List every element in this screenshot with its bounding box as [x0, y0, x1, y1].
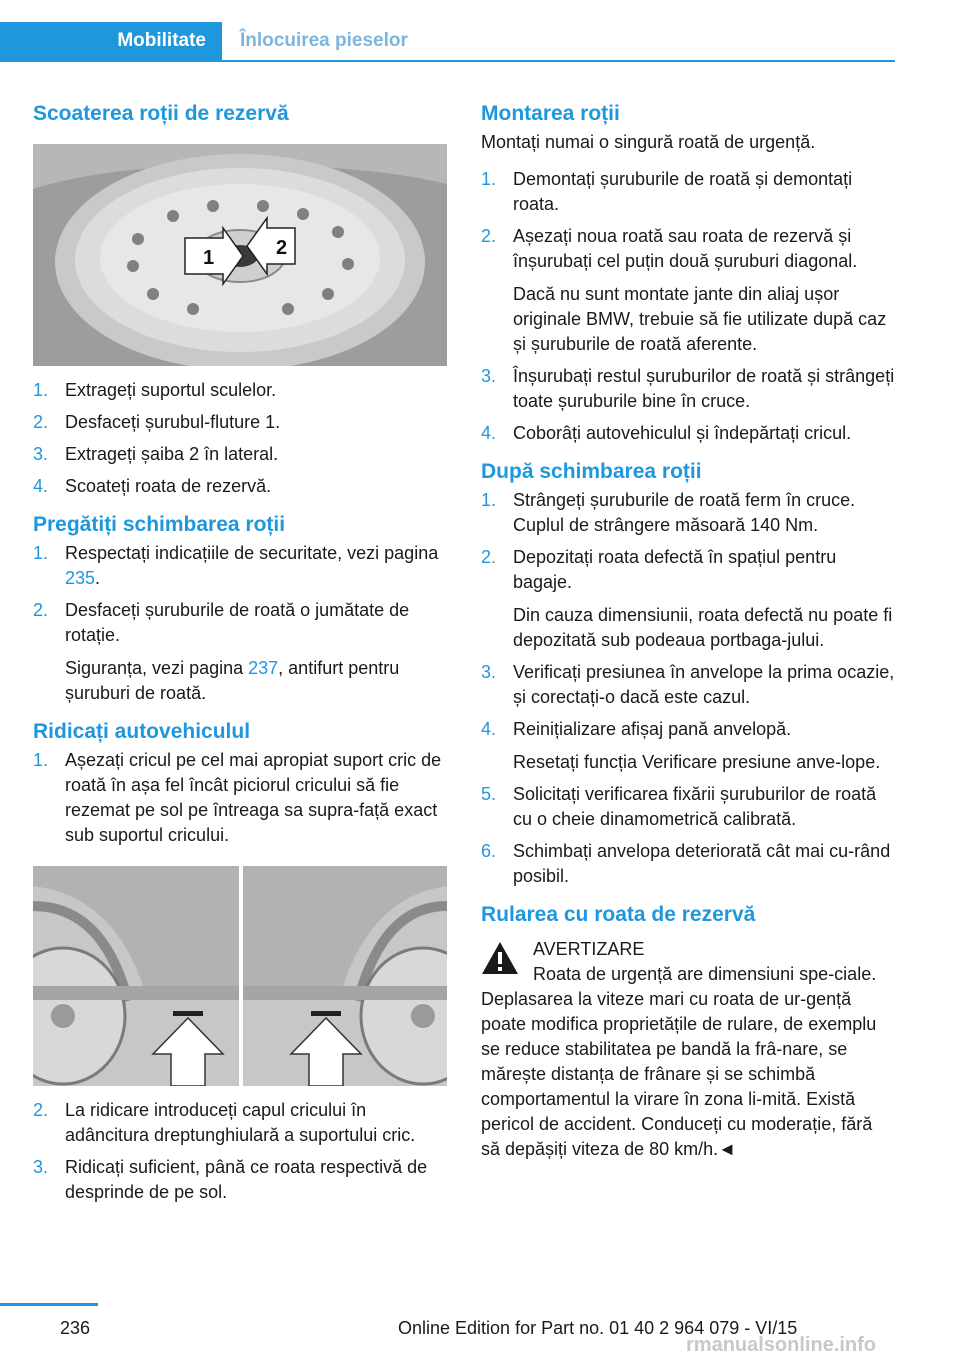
step-number: 4.: [481, 423, 497, 443]
list-item: [481, 167, 895, 217]
after-change-steps: [481, 488, 895, 889]
page-link-235[interactable]: 235: [65, 568, 96, 588]
step-note: Dacă nu sunt montate jante din aliaj ușor originale BMW, trebuie să fie utilizate după caz și șuruburile de roată aferente.: [513, 284, 887, 354]
section-title-spare-driving: Rularea cu roata de rezervă: [481, 903, 756, 926]
spare-wheel-illustration: [33, 144, 447, 366]
step-number: 2.: [33, 412, 49, 432]
step-note: Din cauza dimensiunii, roata defectă nu poate fi depozitată sub podeaua portbaga‐jului.: [513, 605, 893, 650]
figure-spare-wheel: [33, 144, 447, 366]
list-item: [33, 598, 447, 706]
warning-text: [481, 962, 895, 1162]
page-number: 236: [60, 1318, 91, 1338]
list-item: [481, 421, 895, 446]
step-note: [65, 656, 447, 706]
step-number: 3.: [33, 1157, 49, 1177]
figure-label-1: 1: [203, 247, 215, 269]
step-text: Desfaceți șurubul-fluture 1.: [65, 412, 281, 432]
section-tab[interactable]: [0, 22, 222, 62]
step-number: 1.: [33, 750, 49, 770]
section-title-prepare-change: Pregătiți schimbarea roții: [33, 513, 286, 536]
step-number: 5.: [481, 784, 497, 804]
footer-rule: [0, 1303, 98, 1306]
left-column: [33, 98, 447, 1212]
list-item: [33, 442, 447, 467]
warning-body: Roata de urgență are dimensiuni spe‐ciale. Deplasarea la viteze mari cu roata de ur‐gență poate modifica proprietățile de rulare, de exemplu se reduce stabilitatea pe bandă la frâ‐nare, se mărește distanța de frânare și se schimbă comportamentul la virare în zona li‐mită. Există pericol de accident. Conduceți cu moderație, fără să depășiți viteza de 80 km/h.: [481, 964, 877, 1159]
step-text: Scoateți roata de rezervă.: [65, 476, 272, 496]
lift-vehicle-steps: [33, 748, 447, 848]
step-number: 2.: [481, 226, 497, 246]
page-link-237[interactable]: 237: [248, 658, 279, 678]
step-text: Demontați șuruburile de roată și demontați roata.: [513, 169, 853, 214]
step-text: Extrageți șaiba 2 în lateral.: [65, 444, 279, 464]
watermark: rmanualsonline.info: [686, 1334, 877, 1356]
step-text: Reinițializare afișaj pană anvelopă.: [513, 719, 792, 739]
step-text: Schimbați anvelopa deteriorată cât mai cu‐rând posibil.: [513, 841, 891, 886]
list-item: [481, 717, 895, 775]
prepare-change-steps: [33, 541, 447, 706]
figure-label-2: 2: [276, 237, 288, 259]
list-item: [481, 488, 895, 538]
step-number: 6.: [481, 841, 497, 861]
step-text: Ridicați suficient, până ce roata respectivă de desprinde de pe sol.: [65, 1157, 428, 1202]
step-note: Resetați funcția Verificare presiune anve‐lope.: [513, 752, 881, 772]
list-item: [481, 839, 895, 889]
list-item: [33, 474, 447, 499]
step-text: Așezați noua roată sau roata de rezervă și înșurubați cel puțin două șuruburi diagonal.: [513, 226, 858, 271]
section-title-after-change: După schimbarea roții: [481, 460, 702, 483]
step-text: Așezați cricul pe cel mai apropiat suport cric de roată în așa fel încât piciorul cricului să fie rezemat pe sol pe întreaga sa supra‐față exact sub suportul cricului.: [65, 750, 442, 845]
step-text: Extrageți suportul sculelor.: [65, 380, 277, 400]
step-text-end: .: [95, 568, 101, 588]
step-number: 4.: [33, 476, 49, 496]
list-item: [33, 378, 447, 403]
warning-block: [481, 937, 895, 1162]
step-number: 2.: [33, 1100, 49, 1120]
list-item: [33, 410, 447, 435]
mount-wheel-intro: Montați numai o singură roată de urgență.: [481, 132, 816, 152]
step-note-text: Siguranța, vezi pagina: [65, 658, 249, 678]
end-mark: ◄: [718, 1139, 736, 1159]
warning-triangle-icon: [481, 941, 519, 975]
step-text: Solicitați verificarea fixării șuruburilor de roată cu o cheie dinamometrică calibrată.: [513, 784, 877, 829]
step-text: Desfaceți șuruburile de roată o jumătate de rotație.: [65, 600, 410, 645]
list-item: [481, 364, 895, 414]
list-item: [481, 660, 895, 710]
remove-spare-steps: [33, 378, 447, 499]
section-title-remove-spare: Scoaterea roții de rezervă: [33, 102, 289, 125]
figure-jack-points: [33, 866, 447, 1086]
step-number: 1.: [33, 380, 49, 400]
edition-info: Online Edition for Part no. 01 40 2 964 079 - VI/15: [398, 1318, 798, 1338]
lift-vehicle-steps-continued: [33, 1098, 447, 1205]
header-rule: [222, 60, 895, 62]
step-text: Respectați indicațiile de securitate, vezi pagina: [65, 543, 439, 563]
section-tab-label: Mobilitate: [117, 30, 206, 51]
list-item: [481, 224, 895, 357]
step-number: 3.: [33, 444, 49, 464]
step-text: Verificați presiunea în anvelope la prima ocazie, și corectați-o dacă este cazul.: [513, 662, 895, 707]
jack-points-illustration: [33, 866, 447, 1086]
step-number: 3.: [481, 366, 497, 386]
step-text: Coborâți autovehiculul și îndepărtați cricul.: [513, 423, 852, 443]
section-title-lift-vehicle: Ridicați autovehiculul: [33, 720, 251, 743]
warning-title: AVERTIZARE: [533, 939, 645, 959]
breadcrumb[interactable]: Înlocuirea pieselor: [240, 30, 408, 51]
step-text: La ridicare introduceți capul cricului în adâncitura dreptunghiulară a suportului cric.: [65, 1100, 416, 1145]
step-number: 2.: [481, 547, 497, 567]
step-number: 4.: [481, 719, 497, 739]
list-item: [481, 545, 895, 653]
list-item: [33, 1155, 447, 1205]
step-text: Înșurubați restul șuruburilor de roată și strângeți toate șuruburile bine în cruce.: [513, 366, 895, 411]
step-number: 1.: [33, 543, 49, 563]
list-item: [33, 748, 447, 848]
step-note-text-end: , antifurt pentru șuruburi de roată.: [65, 658, 400, 703]
step-number: 1.: [481, 169, 497, 189]
step-number: 1.: [481, 490, 497, 510]
step-number: 2.: [33, 600, 49, 620]
step-number: 3.: [481, 662, 497, 682]
list-item: [481, 782, 895, 832]
mount-wheel-steps: [481, 167, 895, 446]
step-text: Depozitați roata defectă în spațiul pentru bagaje.: [513, 547, 837, 592]
section-title-mount-wheel: Montarea roții: [481, 102, 620, 125]
list-item: [33, 541, 447, 591]
right-column: [481, 98, 895, 1162]
list-item: [33, 1098, 447, 1148]
step-text: Strângeți șuruburile de roată ferm în cruce. Cuplul de strângere măsoară 140 Nm.: [513, 490, 856, 535]
